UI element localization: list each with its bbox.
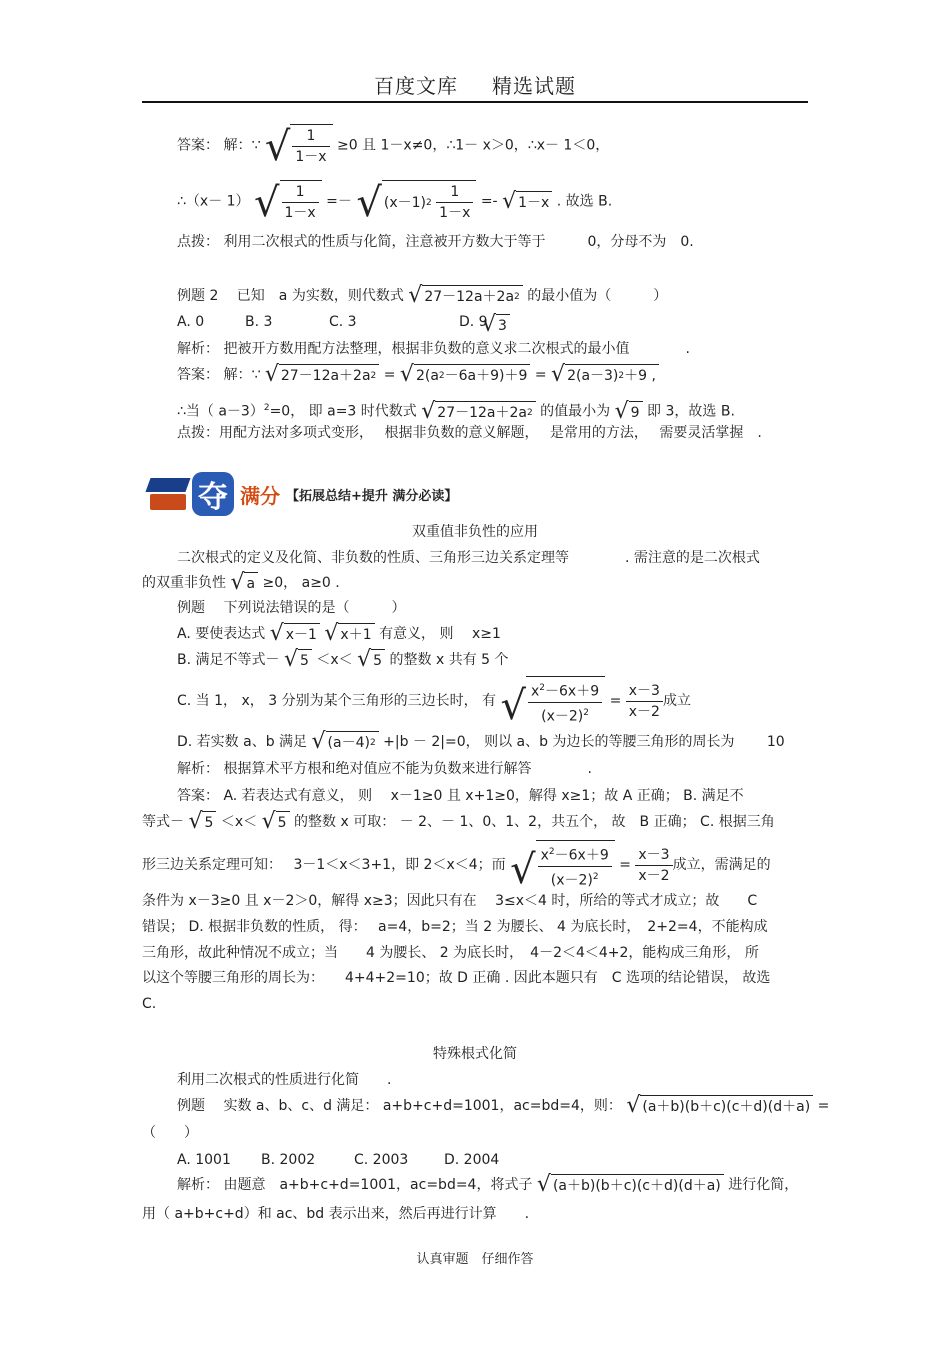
topic1-option-a: A. 要使表达式 √ x－1 √ x＋1 有意义， 则 x≥1 — [177, 621, 501, 646]
topic1-intro-1: 二次根式的定义及化简、非负数的性质、三角形三边关系定理等 . 需注意的是二次根式 — [177, 550, 760, 566]
radical: √ $\frac{1}{1-x}$ — [265, 124, 333, 167]
topic1-option-c: C. 当 1， x， 3 分别为某个三角形的三边长时， 有 √ $\frac{x^2-6x+9}{(x-2)^2}$ = $\frac{x-3}{x-2}$ 成立 — [177, 676, 691, 726]
example2-when: ∴当（ a－3）$^2$=0， 即 a=3 时代数式 √ 27－12a＋2a 2 的值最小为 √ 9 即 3，故选 B. — [177, 398, 735, 424]
topic2-analysis-2: 用（ a+b+c+d）和 ac、bd 表示出来，然后再进行计算 . — [142, 1206, 530, 1222]
topic2-question: 例题 实数 a、b、c、d 满足： a+b+c+d=1001，ac=bd=4，则： √ (a＋b)(b＋c)(c＋d)(d＋a) = — [177, 1093, 830, 1118]
page-footer: 认真审题 仔细作答 — [416, 1252, 534, 1267]
graduation-cap-icon — [148, 472, 188, 516]
banner — [148, 472, 457, 516]
topic1-answer-5: 错误； D. 根据非负数的性质， 得： a=4，b=2；当 2 为腰长、 4 为底长时， 2+2=4，不能构成 — [142, 919, 768, 935]
topic1-answer-2: 等式－ √ 5 ＜x＜ √ 5 的整数 x 可取： － 2、－ 1、0、1、2，共五个， 故 B 正确； C. 根据三角 — [142, 809, 775, 834]
answer-line-1: 答案： 解：∵ √ $\frac{1}{1-x}$ ≥0 且 1－x≠0，∴1－ x＞0，∴x－ 1＜0， — [177, 124, 610, 170]
topic1-option-b: B. 满足不等式－ √ 5 ＜x＜ √ 5 的整数 x 共有 5 个 — [177, 647, 509, 672]
banner-sub: 满分 — [240, 483, 280, 508]
example2-answer: 答案： 解：∵ √ 27－12a＋2a 2 = √ 2(a 2 －6a＋9)＋9 = √ 2(a－3) 2 ＋9 , — [177, 364, 659, 386]
topic2-intro: 利用二次根式的性质进行化简 . — [177, 1072, 392, 1088]
header-right: 精选试题 — [492, 74, 576, 98]
topic1-option-d: D. 若实数 a、b 满足 √ (a－4) 2 +|b － 2|=0， 则以 a、b 为边长的等腰三角形的周长为 10 — [177, 729, 785, 754]
topic1-answer-7: 以这个等腰三角形的周长为： 4+4+2=10；故 D 正确 . 因此本题只有 C 选项的结论错误， 故选 — [142, 970, 771, 986]
topic1-intro-2: 的双重非负性 √ a ≥0， a≥0 . — [142, 570, 340, 595]
example2-options: A. 0 B. 3 C. 3 D. 9 — [177, 314, 488, 330]
banner-tag: 【拓展总结+提升 满分必读】 — [286, 488, 458, 504]
topic1-analysis: 解析： 根据算术平方根和绝对值应不能为负数来进行解答 . — [177, 761, 592, 777]
example2-analysis: 解析： 把被开方数用配方法整理，根据非负数的意义求二次根式的最小值 . — [177, 341, 690, 357]
banner-title: 夺 — [192, 472, 234, 516]
topic2-question-blank: （ ） — [142, 1125, 198, 1141]
header-left: 百度文库 — [374, 74, 458, 98]
topic1-question: 例题 下列说法错误的是（ ） — [177, 600, 406, 616]
answer-line-2: ∴（x－ 1） √ $\frac{1}{1-x}$ =－ √ (x－1) 2 $\frac{1}{1-x}$ =- √ 1－x . 故选 B. — [177, 180, 613, 226]
topic2-options: A. 1001 B. 2002 C. 2003 D. 2004 — [177, 1152, 500, 1168]
header-rule — [142, 101, 808, 103]
topic2-analysis: 解析： 由题意 a+b+c+d=1001，ac=bd=4，将式子 √ (a＋b)(b＋c)(c＋d)(d＋a) 进行化简， — [177, 1172, 799, 1197]
tip-1: 点拨： 利用二次根式的性质与化简，注意被开方数大于等于 0，分母不为 0. — [177, 234, 694, 250]
example2-question: 例题 2 已知 a 为实数，则代数式 √ 27－12a＋2a 2 的最小值为（ ） — [177, 283, 668, 308]
topic1-answer-6: 三角形，故此种情况不成立；当 4 为腰长、 2 为底长时， 4－2＜4＜4+2，能构成三角形， 所 — [142, 945, 759, 961]
topic1-title: 双重值非负性的应用 — [412, 524, 538, 540]
topic1-answer-3: 形三边关系定理可知： 3－1＜x＜3+1，即 2＜x＜4；而 √ $\frac{x^2-6x+9}{(x-2)^2}$ = $\frac{x-3}{x-2}$ 成立，需满足的 — [142, 840, 771, 890]
topic2-title: 特殊根式化简 — [433, 1046, 517, 1062]
topic1-answer-4: 条件为 x－3≥0 且 x－2＞0，解得 x≥3；因此只有在 3≤x＜4 时，所给的等式才成立；故 C — [142, 893, 758, 909]
page-header — [142, 70, 808, 99]
topic1-answer-8: C. — [142, 996, 157, 1012]
topic1-answer-1: 答案： A. 若表达式有意义， 则 x－1≥0 且 x+1≥0，解得 x≥1；故 A 正确； B. 满足不 — [177, 788, 744, 804]
sqrt-three: √ 3 — [482, 314, 510, 336]
example2-tip: 点拨：用配方法对多项式变形， 根据非负数的意义解题， 是常用的方法， 需要灵活掌握 . — [177, 425, 762, 441]
